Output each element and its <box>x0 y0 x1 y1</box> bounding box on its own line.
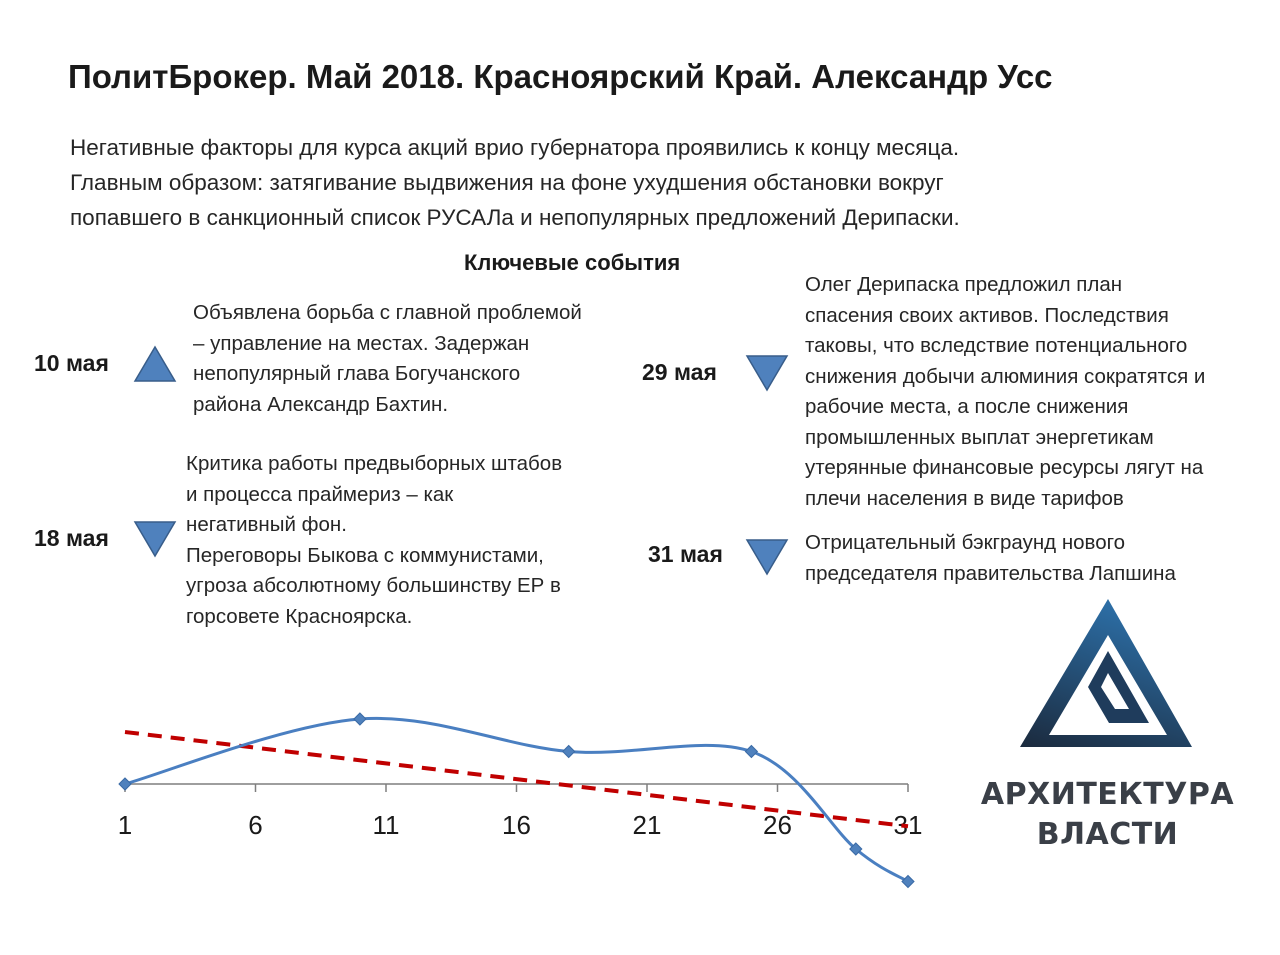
event-date-29: 29 мая <box>642 359 717 385</box>
event-line: спасения своих активов. Последствия <box>805 303 1169 327</box>
event-line: Переговоры Быкова с коммунистами, <box>186 543 544 567</box>
data-point <box>563 746 575 758</box>
x-tick-label: 6 <box>248 810 263 840</box>
logo-line-1: АРХИТЕКТУРА <box>980 777 1235 812</box>
logo <box>945 585 1270 885</box>
x-tick-label: 16 <box>502 810 531 840</box>
series-line <box>125 718 908 881</box>
data-point <box>745 746 757 758</box>
event-line: утерянные финансовые ресурсы лягут на <box>805 456 1204 479</box>
event-line: угроза абсолютному большинству ЕР в <box>186 574 561 597</box>
event-date-18: 18 мая <box>34 525 109 551</box>
event-line: плечи населения в виде тарифов <box>805 486 1124 510</box>
triangle-logo-icon <box>945 585 1270 765</box>
x-tick-label: 11 <box>372 810 400 840</box>
event-line: района Александр Бахтин. <box>193 392 449 416</box>
key-events-title: Ключевые события <box>464 250 681 275</box>
event-date-31: 31 мая <box>648 541 723 567</box>
intro-line: попавшего в санкционный список РУСАЛа и непопулярных предложений Дерипаски. <box>70 205 960 230</box>
page-title: ПолитБрокер. Май 2018. Красноярский Край. Александр Усс <box>68 58 1053 95</box>
event-line: таковы, что вследствие потенциального <box>805 334 1188 357</box>
event-line: Олег Дерипаска предложил план <box>805 273 1123 296</box>
event-line: рабочие места, а после снижения <box>805 395 1129 418</box>
intro-line: Негативные факторы для курса акций врио губернатора проявились к концу месяца. <box>70 135 960 160</box>
event-line: Отрицательный бэкграунд нового <box>805 531 1126 554</box>
data-point <box>354 713 366 725</box>
data-point <box>902 876 914 888</box>
event-line: и процесса праймериз – как <box>186 482 454 506</box>
intro-line: Главным образом: затягивание выдвижения на фоне ухудшения обстановки вокруг <box>70 170 944 195</box>
event-line: снижения добычи алюминия сократятся и <box>805 364 1206 388</box>
x-tick-label: 1 <box>117 810 133 840</box>
x-tick-label: 31 <box>893 810 923 840</box>
event-line: – управление на местах. Задержан <box>193 331 530 355</box>
event-line: негативный фон. <box>186 513 347 536</box>
event-line: промышленных выплат энергетикам <box>805 425 1154 449</box>
event-line: председателя правительства Лапшина <box>805 561 1176 585</box>
event-line: Объявлена борьба с главной проблемой <box>193 301 582 324</box>
x-tick-label: 21 <box>632 810 662 840</box>
x-tick-label: 26 <box>763 810 792 840</box>
logo-line-2: ВЛАСТИ <box>1036 817 1179 852</box>
event-date-10: 10 мая <box>34 350 109 376</box>
event-line: непопулярный глава Богучанского <box>193 362 521 385</box>
event-line: горсовете Красноярска. <box>186 604 413 628</box>
event-line: Критика работы предвыборных штабов <box>186 452 563 475</box>
data-point <box>119 778 131 790</box>
